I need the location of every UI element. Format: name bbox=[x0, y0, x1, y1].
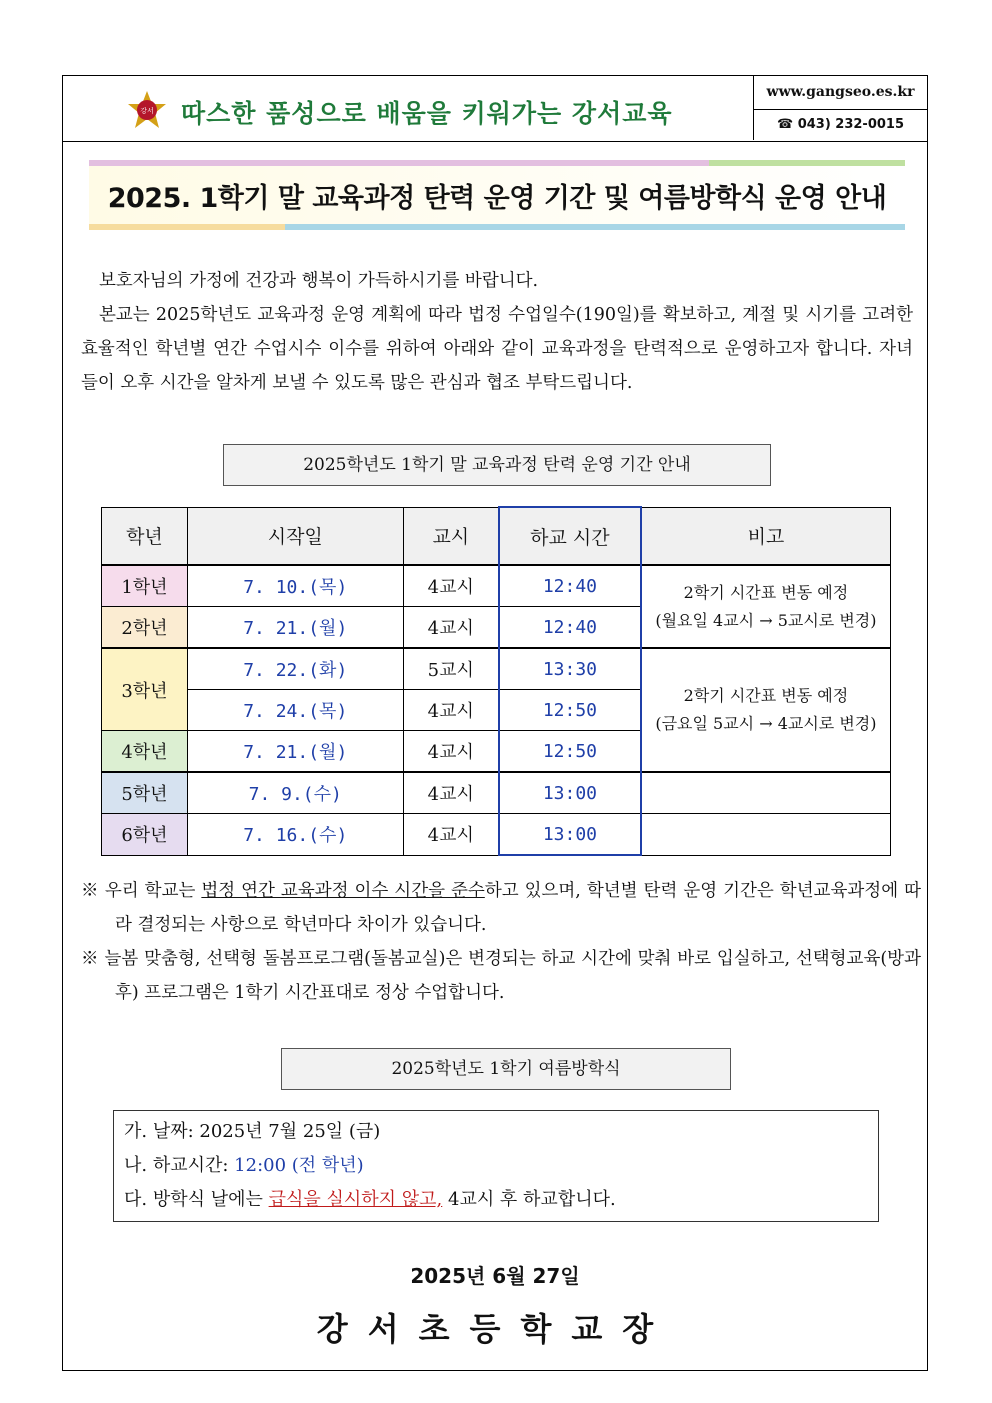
period-cell: 4교시 bbox=[403, 690, 499, 731]
table-row bbox=[102, 814, 891, 856]
table-row bbox=[102, 565, 891, 607]
period-cell: 4교시 bbox=[403, 607, 499, 649]
period-cell: 4교시 bbox=[403, 814, 499, 856]
time-cell: 12:40 bbox=[499, 565, 641, 607]
ceremony-date: 가. 날짜: 2025년 7월 25일 (금) bbox=[124, 1121, 381, 1142]
remarks-line: (금요일 5교시 → 4교시로 변경) bbox=[655, 714, 877, 733]
date-cell: 7. 10.(목) bbox=[187, 565, 403, 607]
period-cell: 4교시 bbox=[403, 731, 499, 773]
grade-cell: 6학년 bbox=[102, 814, 188, 856]
issue-date: 2025년 6월 27일 bbox=[410, 1264, 580, 1288]
date-cell: 7. 24.(목) bbox=[187, 690, 403, 731]
table-header-row bbox=[102, 507, 891, 565]
title-bar-bottom bbox=[89, 224, 905, 230]
header-remarks: 비고 bbox=[641, 507, 891, 565]
remarks-line: 2학기 시간표 변동 예정 bbox=[683, 582, 849, 602]
note-item: ※ 늘봄 맞춤형, 선택형 돌봄프로그램(돌봄교실)은 변경되는 하교 시간에 맞춰 바로 입실하고, 선택형교육(방과후) 프로그램은 1학기 시간표대로 정상 수업합니다. bbox=[81, 949, 921, 1003]
label: 나. 하교시간: bbox=[124, 1155, 235, 1176]
date-cell: 7. 9.(수) bbox=[187, 772, 403, 814]
ceremony-dismissal bbox=[124, 1149, 868, 1183]
contact-box bbox=[753, 76, 927, 140]
time-cell: 12:50 bbox=[499, 731, 641, 773]
greeting: 보호자님의 가정에 건강과 행복이 가득하시기를 바랍니다. bbox=[99, 271, 539, 291]
document-title: 2025. 1학기 말 교육과정 탄력 운영 기간 및 여름방학식 운영 안내 bbox=[107, 183, 887, 214]
remarks-cell-empty bbox=[641, 814, 891, 856]
grade-cell: 1학년 bbox=[102, 565, 188, 607]
label: 4교시 후 하교합니다. bbox=[442, 1189, 616, 1210]
grade-cell: 3학년 bbox=[102, 648, 188, 731]
no-lunch-warning: 급식을 실시하지 않고, bbox=[268, 1189, 443, 1210]
time-cell: 13:30 bbox=[499, 648, 641, 690]
time-cell: 12:40 bbox=[499, 607, 641, 649]
school-logo-icon bbox=[127, 90, 167, 130]
schedule-table bbox=[101, 506, 891, 856]
ceremony-lunch-note bbox=[124, 1183, 868, 1217]
grade-cell: 2학년 bbox=[102, 607, 188, 649]
date-cell: 7. 21.(월) bbox=[187, 607, 403, 649]
note-text: ※ 우리 학교는 bbox=[81, 881, 202, 901]
label: 다. 방학식 날에는 bbox=[124, 1189, 269, 1210]
header-start-date: 시작일 bbox=[187, 507, 403, 565]
principal-signature: 강서초등학교장 bbox=[316, 1310, 674, 1348]
svg-text:강서: 강서 bbox=[140, 107, 154, 115]
notes bbox=[81, 874, 921, 1010]
header-period: 교시 bbox=[403, 507, 499, 565]
time-cell: 12:50 bbox=[499, 690, 641, 731]
table-row bbox=[102, 772, 891, 814]
header-dismissal-time: 하교 시간 bbox=[499, 507, 641, 565]
date-cell: 7. 21.(월) bbox=[187, 731, 403, 773]
note-item bbox=[81, 874, 921, 942]
remarks-line: 2학기 시간표 변동 예정 bbox=[683, 686, 849, 705]
period-cell: 5교시 bbox=[403, 648, 499, 690]
letter-header bbox=[63, 76, 927, 142]
period-cell: 4교시 bbox=[403, 772, 499, 814]
grade-cell: 5학년 bbox=[102, 772, 188, 814]
table-row bbox=[102, 648, 891, 690]
ceremony-info-box bbox=[113, 1110, 879, 1222]
grade-cell: 4학년 bbox=[102, 731, 188, 773]
dismissal-time-value: 12:00 (전 학년) bbox=[234, 1155, 364, 1176]
remarks-line: (월요일 4교시 → 5교시로 변경) bbox=[655, 610, 877, 630]
remarks-cell bbox=[641, 648, 891, 772]
time-cell: 13:00 bbox=[499, 814, 641, 856]
header-grade: 학년 bbox=[102, 507, 188, 565]
remarks-cell-empty bbox=[641, 772, 891, 814]
document-frame bbox=[62, 75, 928, 1371]
note-text: 하고 있으며, 학년별 탄력 운영 기간은 학년교육과정에 따라 결정되는 사항으로 학년마다 차이가 있습니다. bbox=[115, 881, 921, 935]
ceremony-title: 2025학년도 1학기 여름방학식 bbox=[281, 1048, 731, 1090]
intro-text bbox=[81, 264, 913, 400]
remarks-cell bbox=[641, 565, 891, 648]
date-cell: 7. 22.(화) bbox=[187, 648, 403, 690]
website-link[interactable]: www.gangseo.es.kr bbox=[754, 76, 927, 110]
schedule-title: 2025학년도 1학기 말 교육과정 탄력 운영 기간 안내 bbox=[223, 444, 771, 486]
note-emphasis: 법정 연간 교육과정 이수 시간을 준수 bbox=[201, 881, 485, 901]
intro-paragraph: 본교는 2025학년도 교육과정 운영 계획에 따라 법정 수업일수(190일)를 확보하고, 계절 및 시기를 고려한 효율적인 학년별 연간 수업시수 이수를 위하여 아래와 같이 교육과정을 탄력적으로 운영하고자 합니다. 자녀들이 오후 시간을 알차게 보낼 수 있도록 많은 관심과 협조 부탁드립니다. bbox=[81, 305, 913, 393]
slogan: 따스한 품성으로 배움을 키워가는 강서교육 bbox=[181, 99, 673, 128]
time-cell: 13:00 bbox=[499, 772, 641, 814]
date-cell: 7. 16.(수) bbox=[187, 814, 403, 856]
period-cell: 4교시 bbox=[403, 565, 499, 607]
phone-number: ☎ 043) 232-0015 bbox=[776, 117, 905, 132]
